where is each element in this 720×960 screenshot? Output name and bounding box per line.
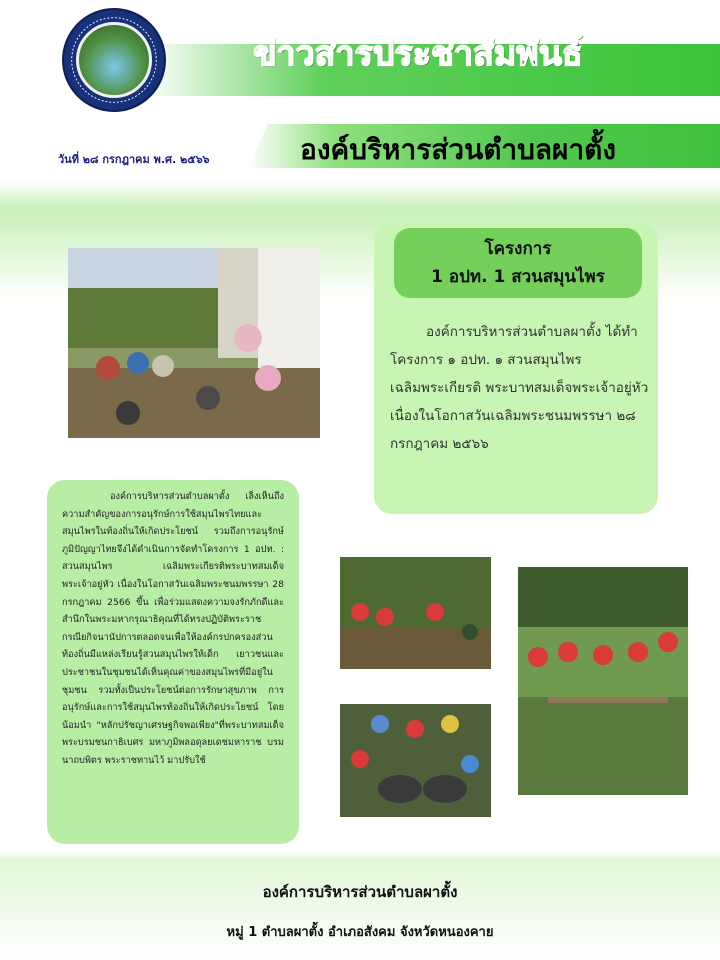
photo-children-plants: [340, 557, 491, 669]
project-card-header: [394, 228, 642, 298]
project-summary: องค์การบริหารส่วนตำบลผาตั้ง ได้ทำโครงการ ๑ อปท. ๑ สวนสมุนไพร เฉลิมพระเกียรติ พระบาทสมเด็จพระเจ้าอยู่หัว เนื่องในโอกาสวันเฉลิมพระชนมพรรษา ๒๘ กรกฎาคม ๒๕๖๖: [390, 324, 649, 452]
photo-children-planting: [340, 704, 491, 817]
publish-date: วันที่ ๒๘ กรกฎาคม พ.ศ. ๒๕๖๖: [58, 153, 210, 166]
detail-text: องค์การบริหารส่วนตำบลผาตั้ง เล็งเห็นถึงความสำคัญของการอนุรักษ์การใช้สมุนไพรไทยและสมุนไพรในท้องถิ่นให้เกิดประโยชน์ รวมถึงการอนุรักษ์ภูมิปัญญาไทยจึงได้ดำเนินการจัดทำโครงการ 1 อปท. : สวนสมุนไพร เฉลิมพระเกียรติพระบาทสมเด็จพระเจ้าอยู่หัว เนื่องในโอกาสวันเฉลิมพระชนมพรรษา 28 กรกฎาคม 2566 ขึ้น เพื่อร่วมแสดงความจงรักภักดีและสำนึกในพระมหากรุณาธิคุณที่ได้ทรงปฏิบัติพระราชกรณียกิจนานัปการตลอดจนเพื่อให้องค์กรปกครองส่วนท้องถิ่นมีแหล่งเรียนรู้สวนสมุนไพรให้เด็ก เยาวชนและประชาชนในชุมชนได้เห็นคุณค่าของสมุนไพรที่มีอยู่ในชุมชน รวมทั้งเป็นประโยชน์ต่อการรักษาสุขภาพ การอนุรักษ์และการใช้สมุนไพรท้องถิ่นให้เกิดประโยชน์ โดยน้อมนำ "หลักปรัชญาเศรษฐกิจพอเพียง"ที่พระบาทสมเด็จพระบรมชนกาธิเบศร มหาภูมิพลอดุลยเดชมหาราช บรมนาถบพิตร พระราชทานไว้ มาปรับใช้: [62, 491, 284, 766]
photo-children-garden: [68, 248, 320, 438]
footer-org-name: องค์การบริหารส่วนตำบลผาตั้ง: [262, 883, 458, 901]
newsletter-title: ข่าวสารประชาสัมพันธ์: [253, 34, 583, 74]
organization-logo: [62, 8, 166, 112]
project-title-line1: โครงการ: [484, 239, 552, 259]
org-title: องค์บริหารส่วนตำบลผาตั้ง: [300, 133, 617, 166]
footer-address: หมู่ 1 ตำบลผาตั้ง อำเภอสังคม จังหวัดหนองคาย: [226, 925, 494, 940]
photo-children-field: [518, 567, 688, 795]
project-title-line2: 1 อปท. 1 สวนสมุนไพร: [431, 267, 605, 287]
logo-emblem: [76, 22, 152, 98]
